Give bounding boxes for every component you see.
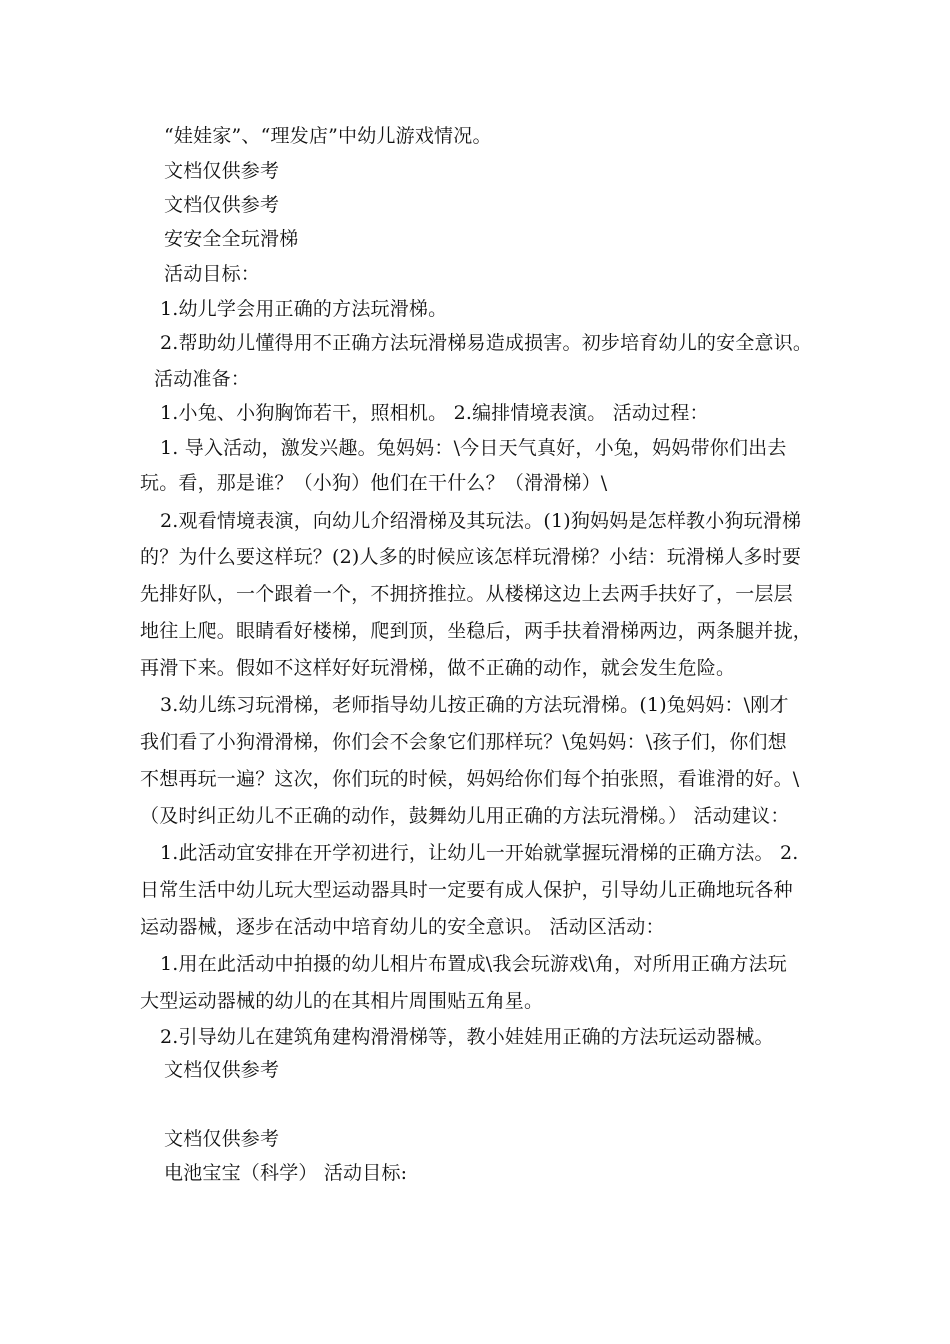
text-line: 运动器械，逐步在活动中培育幼儿的安全意识。 活动区活动： (140, 916, 665, 938)
text-line: 2.帮助幼儿懂得用不正确方法玩滑梯易造成损害。初步培育幼儿的安全意识。 (160, 332, 813, 354)
text-line: 2.观看情境表演，向幼儿介绍滑梯及其玩法。(1)狗妈妈是怎样教小狗玩滑梯 (160, 510, 802, 532)
text-line: 文档仅供参考 (164, 194, 280, 216)
text-line: 先排好队，一个跟着一个，不拥挤推拉。从楼梯这边上去两手扶好了，一层层 (140, 583, 793, 605)
text-line: 文档仅供参考 (164, 1059, 280, 1081)
text-line: 1.此活动宜安排在开学初进行，让幼儿一开始就掌握玩滑梯的正确方法。 2. (160, 842, 799, 864)
text-line: 1.小兔、小狗胸饰若干，照相机。 2.编排情境表演。 活动过程： (160, 402, 709, 424)
text-line: 大型运动器械的幼儿的在其相片周围贴五角星。 (140, 990, 544, 1012)
text-line: 文档仅供参考 (164, 160, 280, 182)
text-line: （及时纠正幼儿不正确的动作，鼓舞幼儿用正确的方法玩滑梯。） 活动建议： (140, 805, 790, 827)
text-line: 安安全全玩滑梯 (164, 228, 299, 250)
text-line: 地往上爬。眼睛看好楼梯，爬到顶，坐稳后，两手扶着滑梯两边，两条腿并拢， (140, 620, 813, 642)
text-line: 1.用在此活动中拍摄的幼儿相片布置成\我会玩游戏\角，对所用正确方法玩 (160, 953, 787, 975)
text-line: 活动目标： (164, 263, 261, 285)
text-line: “娃娃家”、“理发店”中幼儿游戏情况。 (164, 125, 492, 147)
text-line: 的？为什么要这样玩？(2)人多的时候应该怎样玩滑梯？小结：玩滑梯人多时要 (140, 546, 802, 568)
text-line: 再滑下来。假如不这样好好玩滑梯，做不正确的动作，就会发生危险。 (140, 657, 736, 679)
text-line: 不想再玩一遍？这次，你们玩的时候，妈妈给你们每个拍张照，看谁滑的好。\ (140, 768, 800, 790)
text-line: 日常生活中幼儿玩大型运动器具时一定要有成人保护，引导幼儿正确地玩各种 (140, 879, 793, 901)
text-line: 1. 导入活动，激发兴趣。兔妈妈：\今日天气真好，小兔，妈妈带你们出去 (160, 437, 787, 459)
text-line: 2.引导幼儿在建筑角建构滑滑梯等，教小娃娃用正确的方法玩运动器械。 (160, 1026, 774, 1048)
text-line: 文档仅供参考 (164, 1128, 280, 1150)
text-line: 活动准备： (154, 368, 251, 390)
text-line: 玩。看，那是谁？（小狗）他们在干什么？（滑滑梯）\ (140, 472, 608, 494)
text-line: 电池宝宝（科学） 活动目标: (164, 1162, 408, 1184)
text-line: 1.幼儿学会用正确的方法玩滑梯。 (160, 298, 448, 320)
text-line: 我们看了小狗滑滑梯，你们会不会象它们那样玩？\兔妈妈：\孩子们，你们想 (140, 731, 787, 753)
text-line: 3.幼儿练习玩滑梯，老师指导幼儿按正确的方法玩滑梯。(1)兔妈妈：\刚才 (160, 694, 789, 716)
